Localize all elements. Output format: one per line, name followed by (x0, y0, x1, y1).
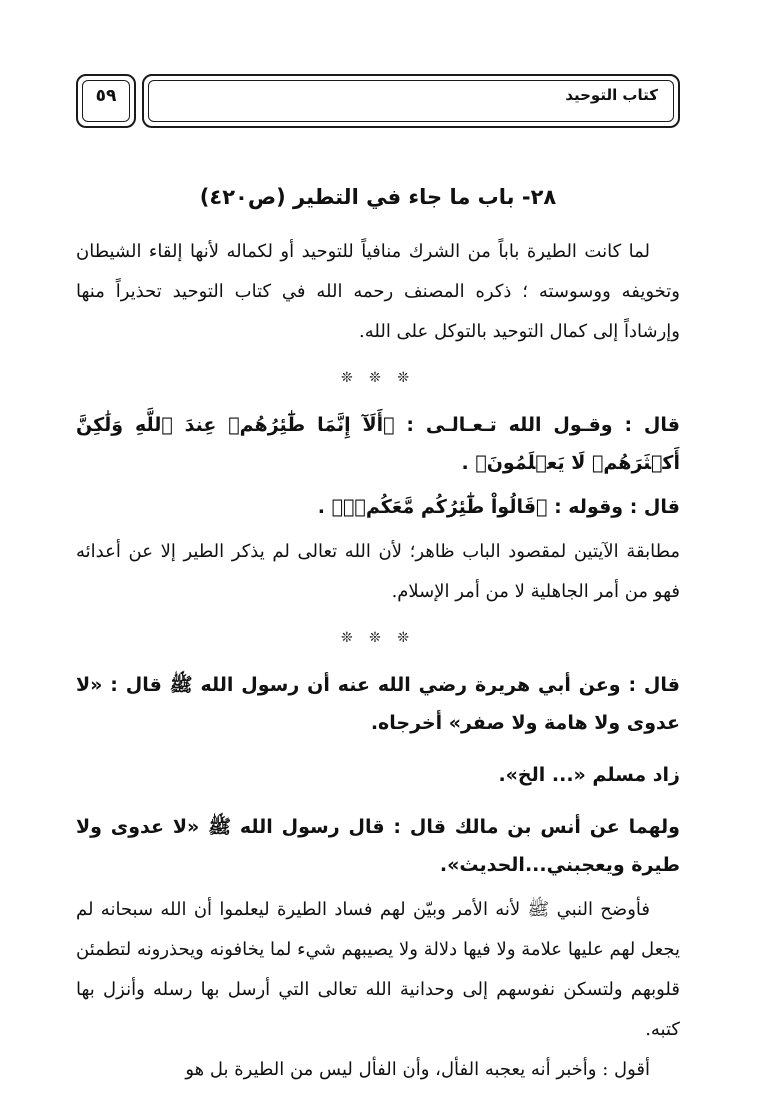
hadith-1: قال : وعن أبي هريرة رضي الله عنه أن رسول الله ﷺ قال : «لا عدوى ولا هامة ولا صفر» أخرجاه. (76, 674, 680, 734)
page-header (76, 74, 680, 128)
book-title: كتاب التوحيد (565, 86, 658, 104)
hadith-2: زاد مسلم «... الخ». (498, 764, 680, 786)
quran-quote-1: قال : وقـول الله تـعـالـى : ﴿أَلَآ إِنَّمَا طَٰٓئِرُهُمۡ عِندَ ٱللَّهِ وَلَٰكِنَّ أَكۡثَرَهُمۡ لَا يَعۡلَمُونَ﴾ . (76, 414, 680, 474)
explanation-paragraph-1: مطابقة الآيتين لمقصود الباب ظاهر؛ لأن الله تعالى لم يذكر الطير إلا عن أعدائه فهو من أمر الجاهلية لا من أمر الإسلام. (76, 541, 680, 602)
hadith-3: ولهما عن أنس بن مالك قال : قال رسول الله ﷺ «لا عدوى ولا طيرة ويعجبني...الحديث». (76, 816, 680, 876)
section-divider-2: ❊ ❊ ❊ (340, 630, 416, 646)
intro-paragraph: لما كانت الطيرة باباً من الشرك منافياً للتوحيد أو لكماله لأنها إلقاء الشيطان وتخويفه ووسوسته ؛ ذكره المصنف رحمه الله في كتاب التوحيد تحذيراً منها وإرشاداً إلى كمال التوحيد بالتوكل على الله. (76, 241, 680, 342)
section-divider: ❊ ❊ ❊ (340, 370, 416, 386)
chapter-title: ٢٨- باب ما جاء في التطير (ص٤٢٠) (199, 185, 557, 209)
page-content (76, 180, 680, 1090)
page-number: ٥٩ (95, 86, 117, 106)
explanation-paragraph-3: أقول : وأخبر أنه يعجبه الفأل، وأن الفأل ليس من الطيرة بل هو (185, 1059, 650, 1080)
quran-quote-2: قال : وقوله : ﴿قَالُواْ طَٰٓئِرُكُم مَّعَكُمۡۚ﴾ . (317, 496, 680, 518)
explanation-paragraph-2: فأوضح النبي ﷺ لأنه الأمر وبيّن لهم فساد الطيرة ليعلموا أن الله سبحانه لم يجعل لهم عليها علامة ولا فيها دلالة ولا يصيبهم شيء لما يخافونه ويحذرونه لتطمئن قلوبهم ولتسكن نفوسهم إلى وحدانية الله تعالى التي أرسل بها رسله وأنزل بها كتبه. (76, 899, 680, 1040)
